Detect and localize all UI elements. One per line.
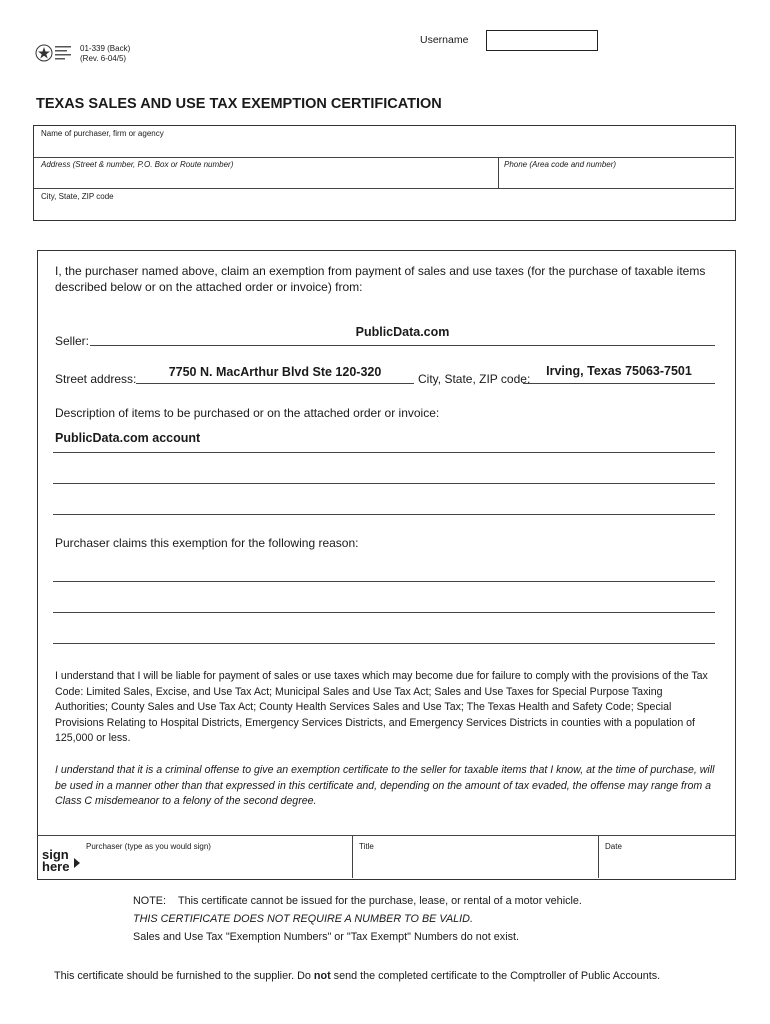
purchaser-name-field[interactable] [34, 140, 734, 157]
purchaser-signature-field[interactable] [84, 852, 352, 877]
comptroller-seal-logo [34, 42, 76, 64]
username-input[interactable] [486, 30, 598, 51]
note-line [133, 895, 582, 907]
sign-here-marker: sign here [42, 847, 70, 874]
reason-field-line-2[interactable] [53, 612, 715, 613]
street-address-label: Street address: [55, 372, 137, 386]
purchaser-address-label: Address (Street & number, P.O. Box or Route number) [41, 160, 234, 169]
purchaser-signature-label: Purchaser (type as you would sign) [86, 842, 211, 851]
description-field-line-1[interactable]: PublicData.com account [55, 431, 201, 445]
street-address-field[interactable]: 7750 N. MacArthur Blvd Ste 120-320 [168, 365, 382, 379]
description-field-line-3[interactable] [53, 514, 715, 515]
seller-field[interactable]: PublicData.com [355, 325, 450, 339]
exemption-numbers-note: Sales and Use Tax "Exemption Numbers" or "Tax Exempt" Numbers do not exist. [133, 931, 519, 943]
arrow-right-icon [73, 856, 81, 870]
purchaser-address-field[interactable] [34, 171, 498, 188]
purchaser-city-field[interactable] [34, 203, 734, 219]
liability-statement: I understand that I will be liable for payment of sales or use taxes which may become due for failure to comply with the provisions of the Tax Code: Limited Sales, Excise, and Use Tax Act; Municipal Sales and Use Tax Act; Sales and Use Taxes for Special Purpose Taxing Authorities; County Sales and Use Tax Act; County Health Services Sales and Use Tax; The Texas Health and Safety Code; Special Provisions Relating to Hospital Districts, Emergency Services Districts, and Emergency Services Districts in counties with a population of 125,000 or less. [55, 670, 708, 744]
form-revision: (Rev. 6-04/5) [80, 54, 127, 63]
claim-intro: I, the purchaser named above, claim an exemption from payment of sales and use taxes (for the purchase of taxable items described below or on the attached order or invoice) from: [55, 264, 706, 294]
date-label: Date [605, 842, 622, 851]
no-number-required: THIS CERTIFICATE DOES NOT REQUIRE A NUMBER TO BE VALID. [133, 913, 473, 925]
seller-label: Seller: [55, 334, 90, 348]
note-label: NOTE: [133, 895, 166, 907]
reason-field-line-3[interactable] [53, 643, 715, 644]
city-state-zip-label: City, State, ZIP code: [418, 372, 531, 386]
description-field-line-2[interactable] [53, 483, 715, 484]
date-field[interactable] [600, 852, 734, 877]
purchaser-city-label: City, State, ZIP code [41, 192, 114, 201]
reason-label: Purchaser claims this exemption for the following reason: [55, 536, 359, 550]
form-number: 01-339 (Back) [80, 44, 131, 53]
form-title: TEXAS SALES AND USE TAX EXEMPTION CERTIFICATION [36, 96, 442, 112]
footer-instruction: This certificate should be furnished to the supplier. Do not send the completed certificate to the Comptroller of Public Accounts. [54, 970, 661, 982]
purchaser-phone-field[interactable] [499, 171, 734, 188]
city-state-zip-field[interactable]: Irving, Texas 75063-7501 [546, 364, 692, 378]
title-field[interactable] [354, 852, 598, 877]
note-text: This certificate cannot be issued for the purchase, lease, or rental of a motor vehicle. [178, 895, 582, 907]
title-label: Title [359, 842, 374, 851]
purchaser-phone-label: Phone (Area code and number) [504, 160, 617, 169]
username-label: Username [420, 34, 469, 46]
criminal-offense-statement: I understand that it is a criminal offense to give an exemption certificate to the seller for taxable items that I know, at the time of purchase, will be used in a manner other than that expressed in this certificate and, depending on the amount of tax evaded, the offense may range from a Class C misdemeanor to a felony of the second degree. [55, 764, 715, 807]
purchaser-name-label: Name of purchaser, firm or agency [41, 129, 164, 138]
description-label: Description of items to be purchased or on the attached order or invoice: [55, 406, 440, 420]
reason-field-line-1[interactable] [53, 581, 715, 582]
